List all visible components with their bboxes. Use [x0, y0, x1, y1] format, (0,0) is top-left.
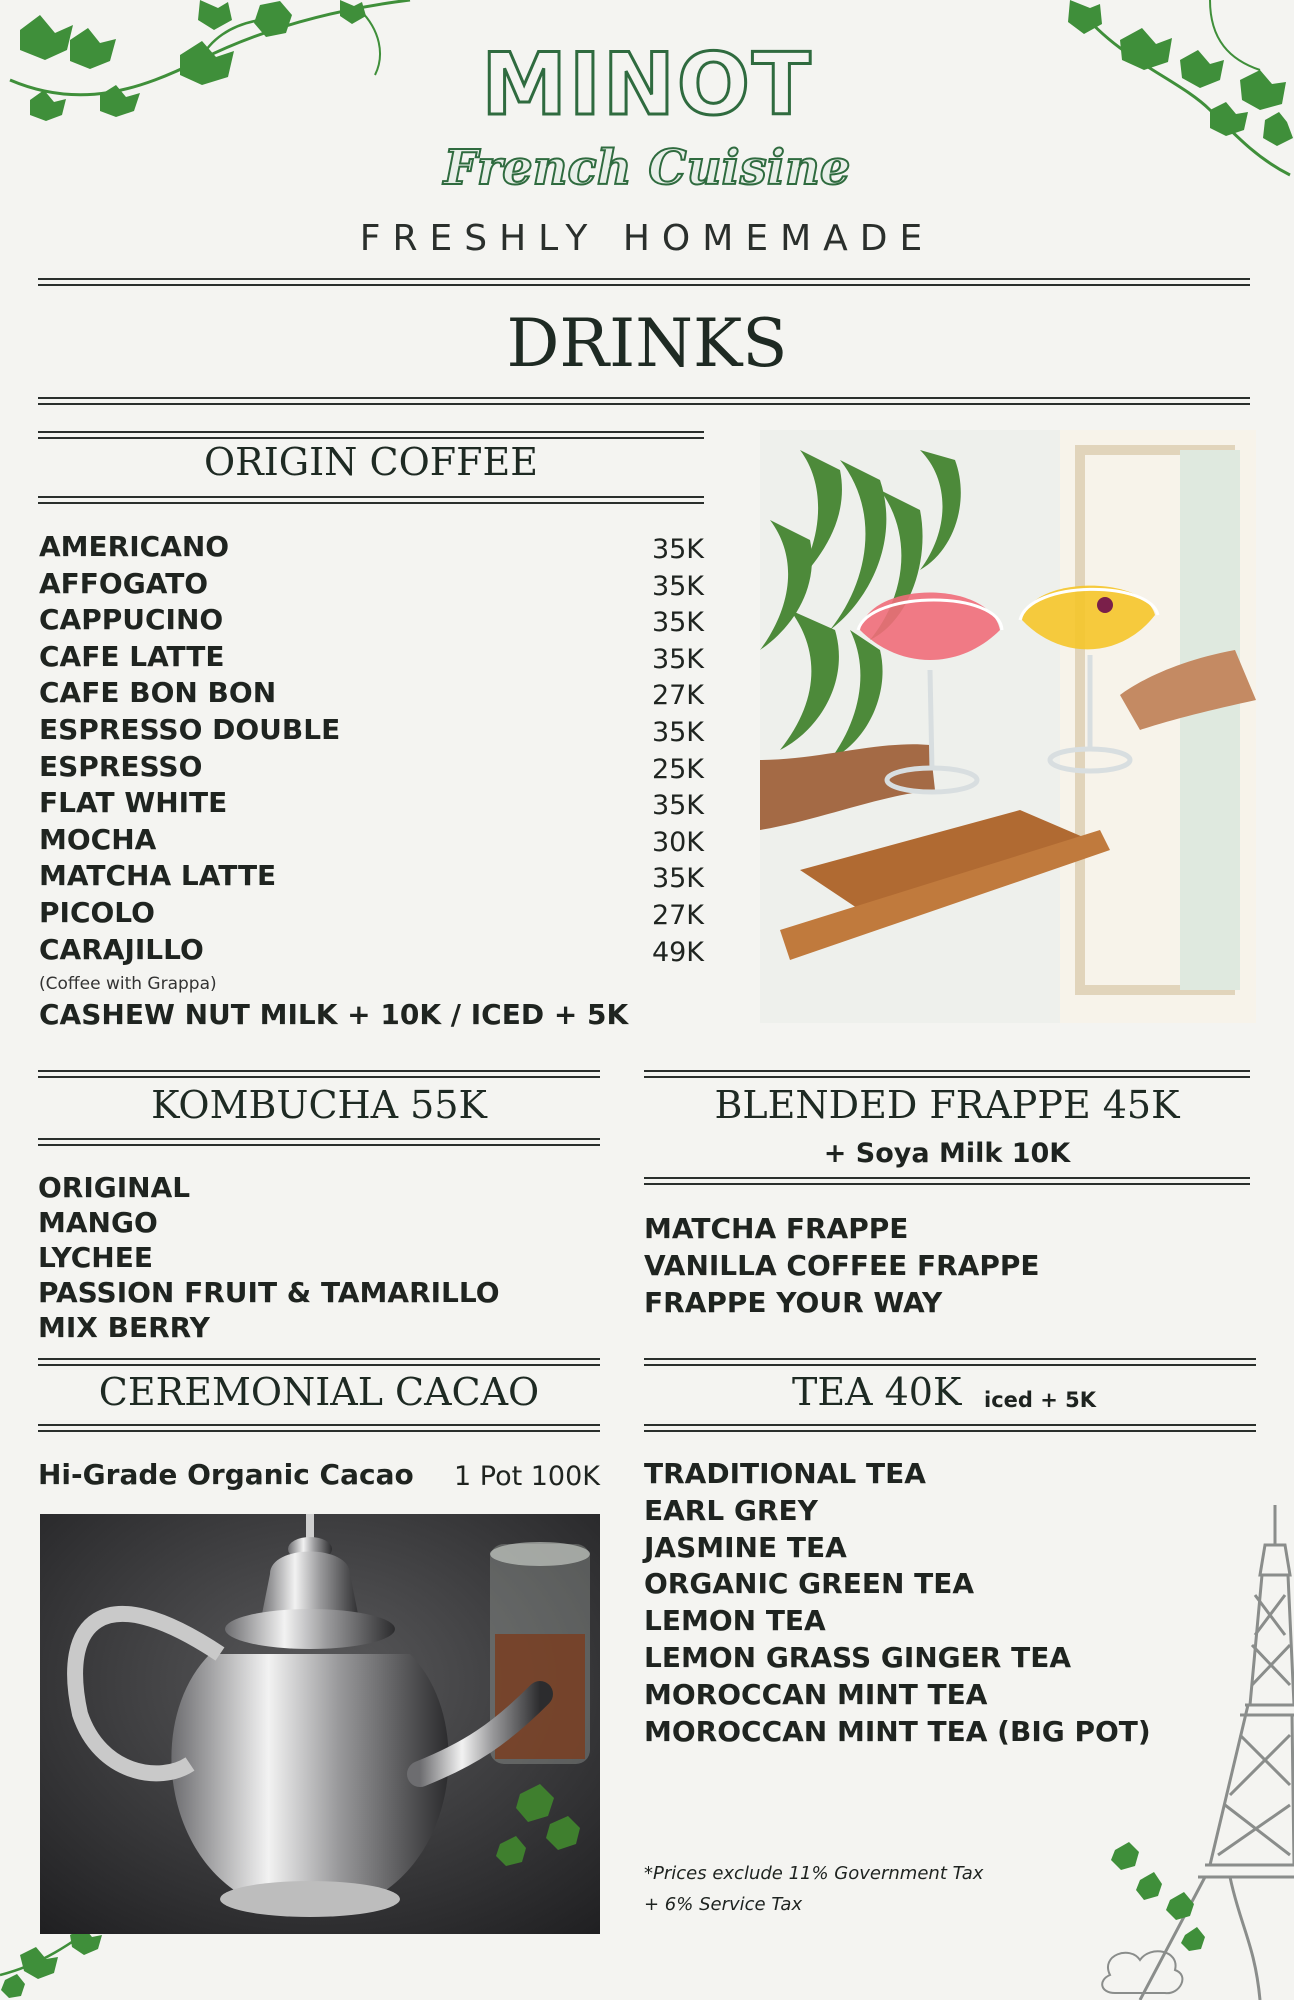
- origin-coffee-rule-bottom: [38, 496, 704, 504]
- coffee-item-name: AMERICANO: [39, 530, 230, 563]
- tea-rule-bottom: [644, 1424, 1256, 1432]
- brand-name: MINOT: [481, 35, 813, 135]
- header-divider-bottom: [38, 397, 1250, 405]
- tax-note-line2: + 6% Service Tax: [644, 1894, 803, 1915]
- frappe-rule-bottom: [644, 1177, 1250, 1185]
- frappe-rule-top: [644, 1070, 1250, 1078]
- frappe-item: MATCHA FRAPPE: [644, 1212, 909, 1245]
- coffee-item-price: 35K: [651, 643, 704, 675]
- coffee-item-price: 30K: [651, 826, 704, 858]
- tea-item: JASMINE TEA: [644, 1530, 847, 1564]
- coffee-item-price: 35K: [651, 570, 704, 602]
- coffee-item-name: ESPRESSO DOUBLE: [39, 713, 341, 746]
- teapot-photo: [40, 1514, 600, 1934]
- coffee-item-name: AFFOGATO: [39, 566, 209, 600]
- kombucha-item: LYCHEE: [38, 1241, 153, 1274]
- coffee-item-price: 35K: [651, 790, 704, 822]
- brand-subtitle: French Cuisine: [443, 140, 851, 196]
- tea-iced-note: iced + 5K: [984, 1388, 1097, 1412]
- tea-rule-top: [644, 1358, 1256, 1366]
- header-divider-top: [38, 278, 1250, 286]
- tagline: FRESHLY HOMEMADE: [359, 218, 935, 259]
- origin-coffee-title: ORIGIN COFFEE: [204, 440, 538, 484]
- coffee-item-name: MATCHA LATTE: [39, 859, 277, 893]
- coffee-item-price: 27K: [651, 680, 704, 712]
- page-title: DRINKS: [506, 305, 788, 382]
- kombucha-item: MANGO: [38, 1206, 158, 1239]
- coffee-item-price: 27K: [651, 900, 704, 931]
- frappe-item: VANILLA COFFEE FRAPPE: [644, 1249, 1040, 1282]
- frappe-item: FRAPPE YOUR WAY: [644, 1286, 943, 1319]
- kombucha-item: ORIGINAL: [38, 1171, 191, 1204]
- cacao-item: Hi-Grade Organic Cacao: [38, 1458, 414, 1491]
- coffee-item-price: 35K: [651, 607, 704, 639]
- cacao-price: 1 Pot 100K: [453, 1461, 600, 1492]
- cacao-title: CEREMONIAL CACAO: [98, 1370, 540, 1414]
- tea-title: TEA 40K: [792, 1370, 962, 1414]
- coffee-item-name: FLAT WHITE: [39, 786, 228, 820]
- tea-item: LEMON TEA: [644, 1604, 826, 1638]
- coffee-item-price: 49K: [651, 936, 704, 968]
- frappe-title: BLENDED FRAPPE 45K: [714, 1083, 1180, 1127]
- coffee-extras: CASHEW NUT MILK + 10K / ICED + 5K: [39, 998, 629, 1031]
- coffee-item-price: 35K: [651, 717, 704, 748]
- tea-item: EARL GREY: [644, 1493, 818, 1527]
- coffee-item-name: CAPPUCINO: [39, 603, 224, 637]
- coffee-item-name: CAFE LATTE: [39, 639, 225, 673]
- coffee-item-name: CARAJILLO: [39, 932, 204, 966]
- kombucha-rule-top: [38, 1070, 600, 1078]
- kombucha-rule-bottom: [38, 1138, 600, 1146]
- tax-note-line1: *Prices exclude 11% Government Tax: [644, 1863, 984, 1884]
- kombucha-item: PASSION FRUIT & TAMARILLO: [38, 1276, 500, 1309]
- coffee-item-price: 35K: [651, 863, 704, 895]
- eiffel-tower-sketch: [1080, 1505, 1294, 2000]
- tea-item: TRADITIONAL TEA: [644, 1457, 926, 1490]
- coffee-item-name: MOCHA: [39, 822, 157, 856]
- frappe-addon: + Soya Milk 10K: [823, 1138, 1071, 1169]
- cocktails-photo: [760, 430, 1256, 1023]
- coffee-item-name: PICOLO: [39, 896, 155, 929]
- kombucha-item: MIX BERRY: [38, 1311, 210, 1344]
- coffee-item-price: 35K: [651, 534, 704, 565]
- carajillo-note: (Coffee with Grappa): [39, 974, 217, 994]
- coffee-item-price: 25K: [651, 753, 704, 785]
- coffee-item-name: CAFE BON BON: [39, 676, 277, 710]
- tea-item: MOROCCAN MINT TEA: [644, 1677, 988, 1711]
- coffee-item-name: ESPRESSO: [39, 749, 203, 783]
- tea-item: ORGANIC GREEN TEA: [644, 1567, 975, 1601]
- origin-coffee-rule-top: [38, 431, 704, 439]
- tea-item: LEMON GRASS GINGER TEA: [644, 1641, 1071, 1674]
- tea-item: MOROCCAN MINT TEA (BIG POT): [644, 1714, 1151, 1748]
- kombucha-title: KOMBUCHA 55K: [151, 1083, 487, 1127]
- cacao-rule-bottom: [38, 1424, 600, 1432]
- cacao-rule-top: [38, 1358, 600, 1366]
